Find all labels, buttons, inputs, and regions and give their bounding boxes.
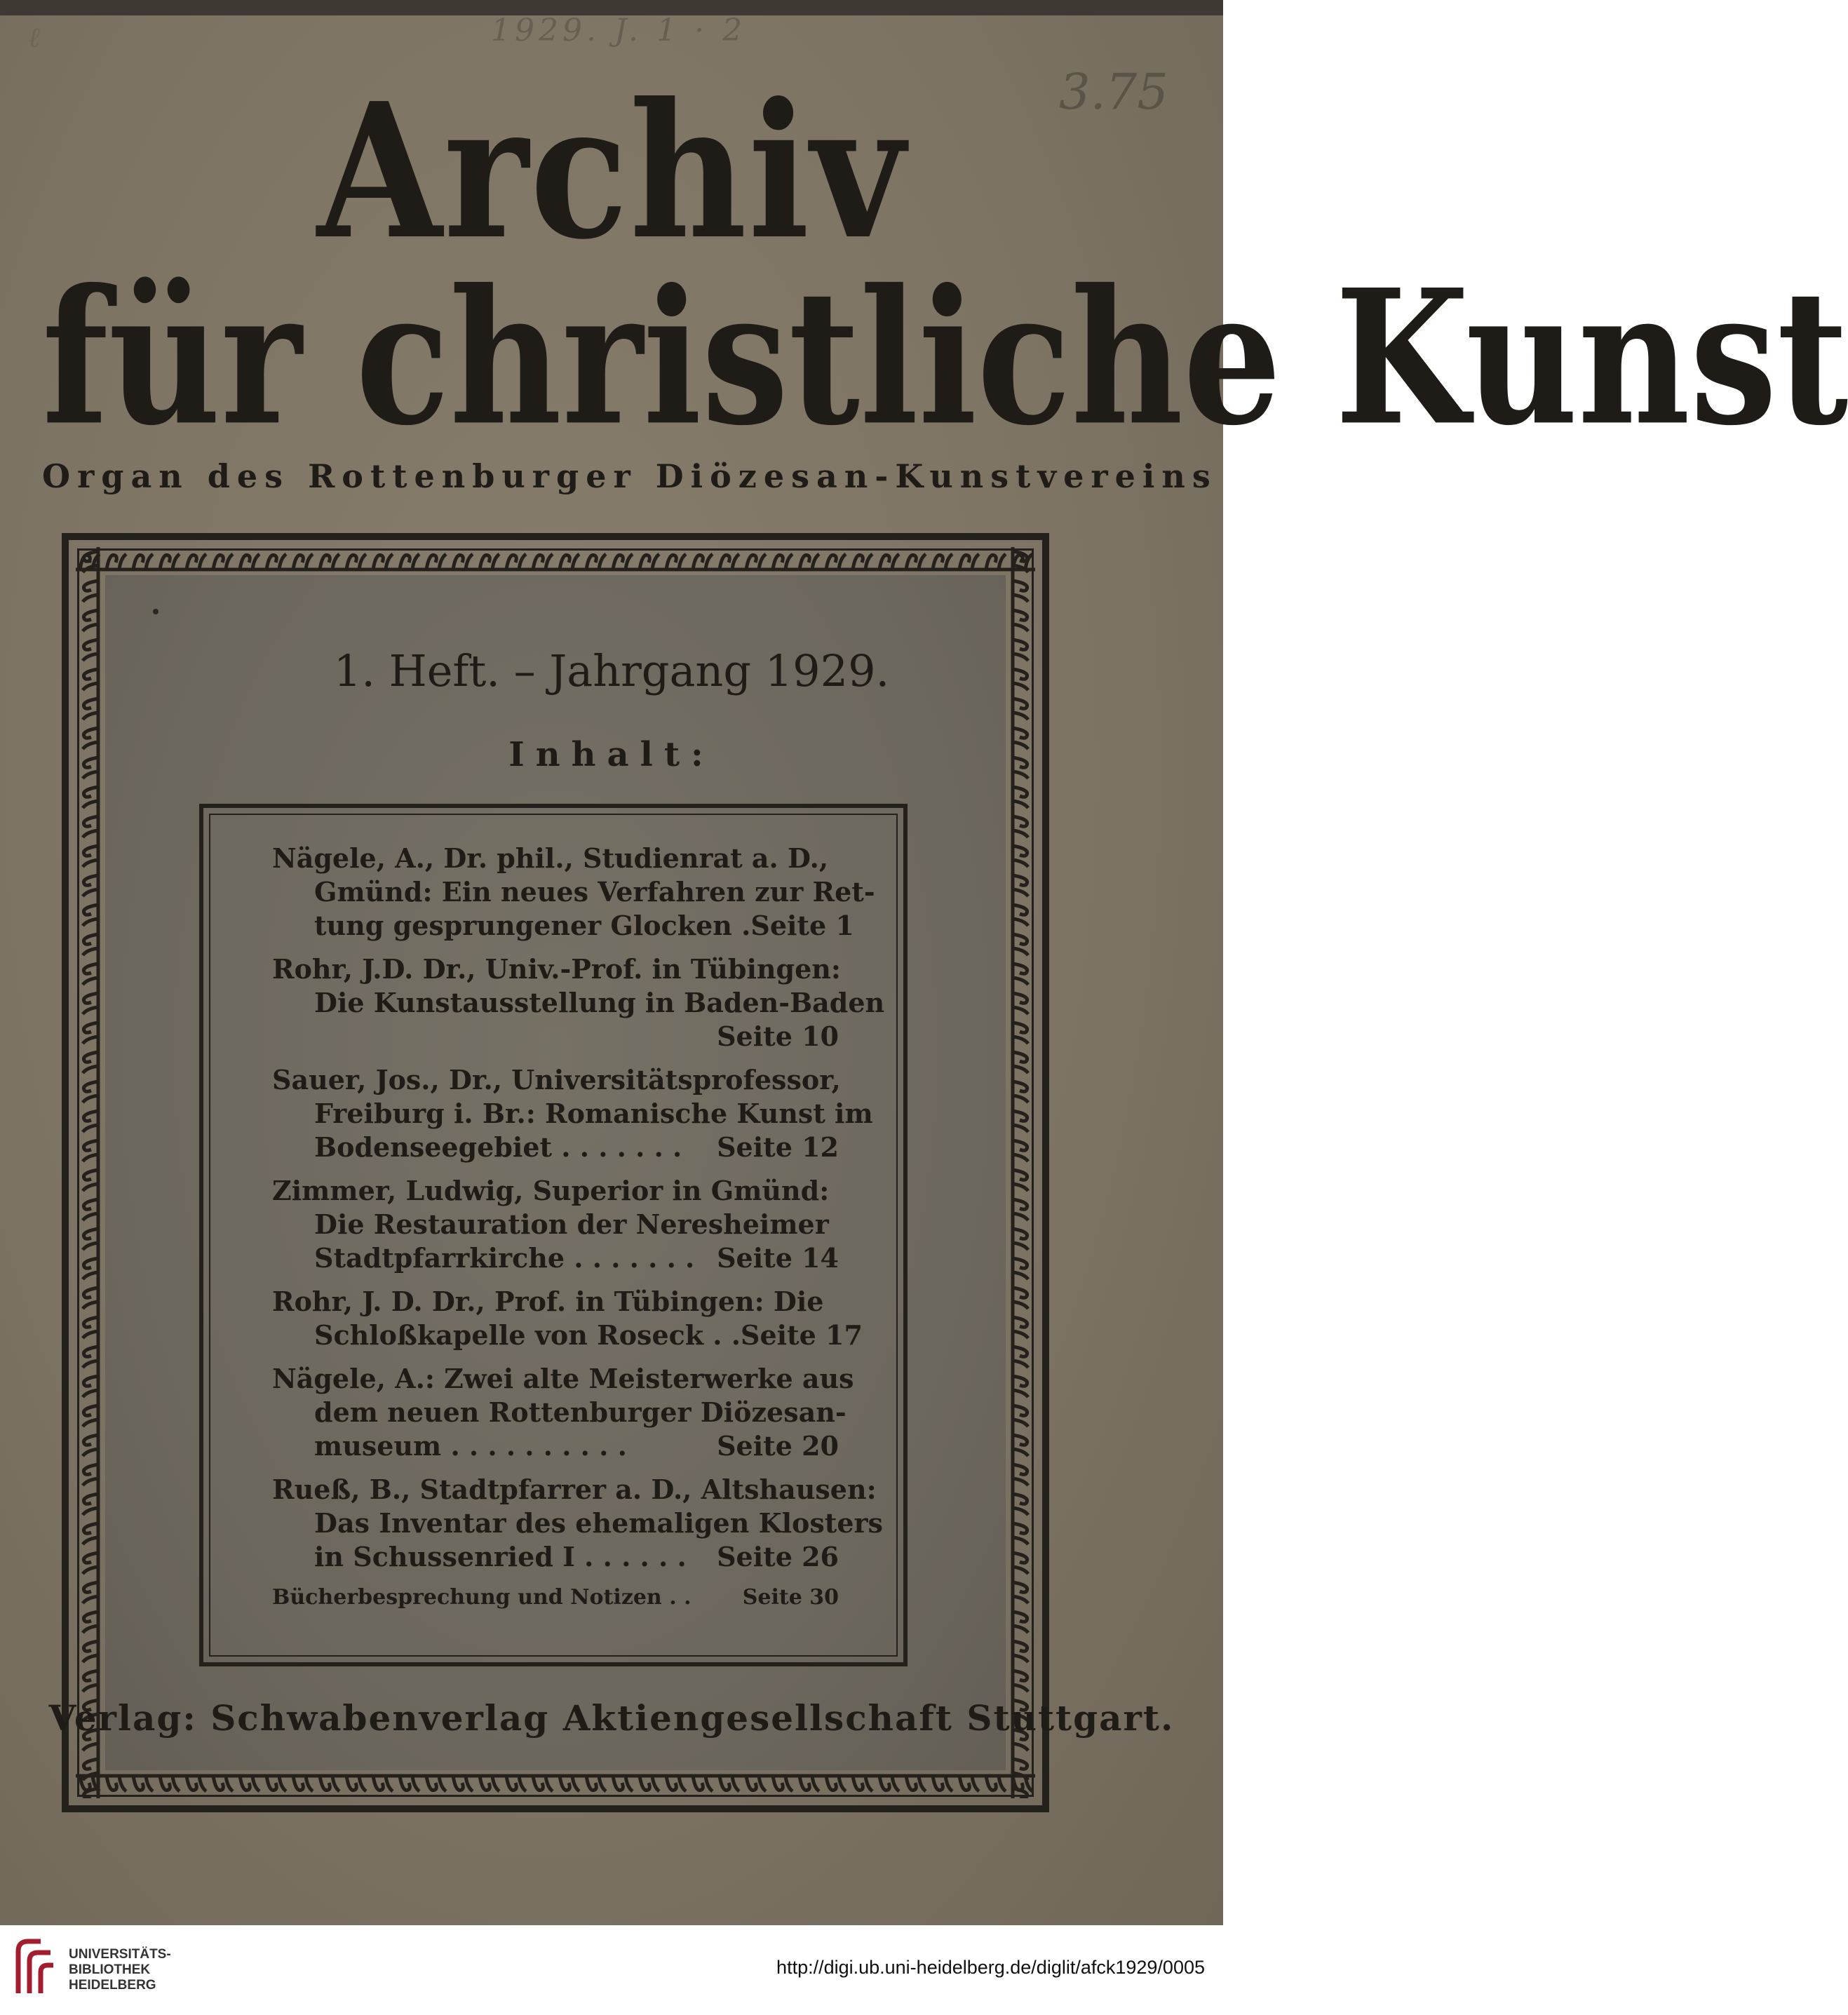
toc-entry-line: Rueß, B., Stadtpfarrer a. D., Altshausen: [272,1474,877,1505]
library-name-line: HEIDELBERG [69,1978,156,1993]
library-name-line: BIBLIOTHEK [69,1962,151,1977]
toc-entry-books[interactable] [272,1584,839,1612]
toc-entry-last-line [314,1131,839,1164]
toc-entry[interactable] [272,1473,883,1574]
toc-entry[interactable] [272,952,885,1053]
toc-entry[interactable] [272,1063,873,1164]
pencil-mark: ℓ [28,22,40,54]
toc-entry-text: museum . . . . . . . . . . [314,1430,627,1462]
issue-line: 1. Heft. – Jahrgang 1929. [333,645,890,696]
toc-entry-text: in Schussenried I . . . . . . [314,1541,687,1572]
toc-entry-line: Nägele, A.: Zwei alte Meisterwerke aus [272,1363,854,1394]
toc-entry-line: Sauer, Jos., Dr., Universitätsprofessor, [272,1064,841,1096]
toc-entry-text: Stadtpfarrkirche . . . . . . . [314,1242,695,1274]
library-logo-icon [13,1937,56,1999]
toc-entry-line: Freiburg i. Br.: Romanische Kunst im [314,1098,873,1129]
toc-entry-line: Die Restauration der Neresheimer [314,1208,829,1240]
toc-entry-line: Zimmer, Ludwig, Superior in Gmünd: [272,1175,830,1206]
toc-entry-line: Rohr, J.D. Dr., Univ.-Prof. in Tübingen: [272,953,841,985]
toc-entry-line: Das Inventar des ehemaligen Klosters [314,1507,883,1539]
pencil-note: 1929. J. 1 · 2 [491,13,747,48]
frame-ornament-bottom [76,1772,1035,1797]
toc-entry-line: Die Kunstausstellung in Baden-Baden [314,987,885,1018]
toc-page-ref: Seite 10 [717,1020,839,1052]
books-page-ref: Seite 30 [742,1585,839,1610]
toc-page-ref: Seite 20 [717,1430,839,1462]
ink-dot [153,609,159,614]
library-name [69,1947,171,1993]
toc-page-ref: Seite 12 [717,1131,839,1163]
toc-entry-line: dem neuen Rottenburger Diözesan- [314,1396,847,1428]
books-label: Bücherbesprechung und Notizen . . [272,1585,692,1610]
frame-ornament-top [76,548,1035,574]
toc-page-ref: Seite 26 [717,1541,839,1572]
toc-entry-last-line [314,909,854,943]
toc-entry-last-line [314,1241,839,1275]
toc-page-ref: Seite 14 [717,1242,839,1274]
publisher-line: Verlag: Schwabenverlag Aktiengesellschaft Stuttgart. [48,1697,1175,1739]
toc-entry[interactable] [272,1285,863,1352]
source-url-link[interactable]: http://digi.ub.uni-heidelberg.de/diglit/afck1929/0005 [776,1957,1205,1978]
toc-entry-last-line [314,1429,839,1463]
toc-entry-line: Gmünd: Ein neues Verfahren zur Ret- [314,876,875,908]
toc-entry[interactable] [272,842,875,943]
contents-heading: Inhalt: [508,735,715,774]
subtitle: Organ des Rottenburger Diözesan-Kunstvereins [42,457,1218,495]
toc-entry[interactable] [272,1362,854,1463]
toc-entry-text: tung gesprungener Glocken . [314,910,751,941]
toc-entry[interactable] [272,1174,839,1275]
title-line-2: für christliche Kunst [42,248,1848,466]
title-line-1: Archiv [317,62,906,281]
toc-entry-last-line [314,1020,839,1053]
toc-entry-text: Bodenseegebiet . . . . . . . [314,1131,682,1163]
toc-entry-text: Schloßkapelle von Roseck . . [314,1319,741,1351]
toc-entry-line: Rohr, J. D. Dr., Prof. in Tübingen: Die [272,1286,824,1317]
toc-page-ref: Seite 1 [750,910,854,941]
toc-entry-last-line [314,1319,863,1352]
table-of-contents [272,842,885,1612]
toc-entry-line: Nägele, A., Dr. phil., Studienrat a. D., [272,842,829,874]
toc-page-ref: Seite 17 [741,1319,863,1351]
library-name-line: UNIVERSITÄTS- [69,1947,171,1962]
toc-entry-last-line [314,1540,839,1574]
price-note: 3.75 [1059,63,1168,121]
